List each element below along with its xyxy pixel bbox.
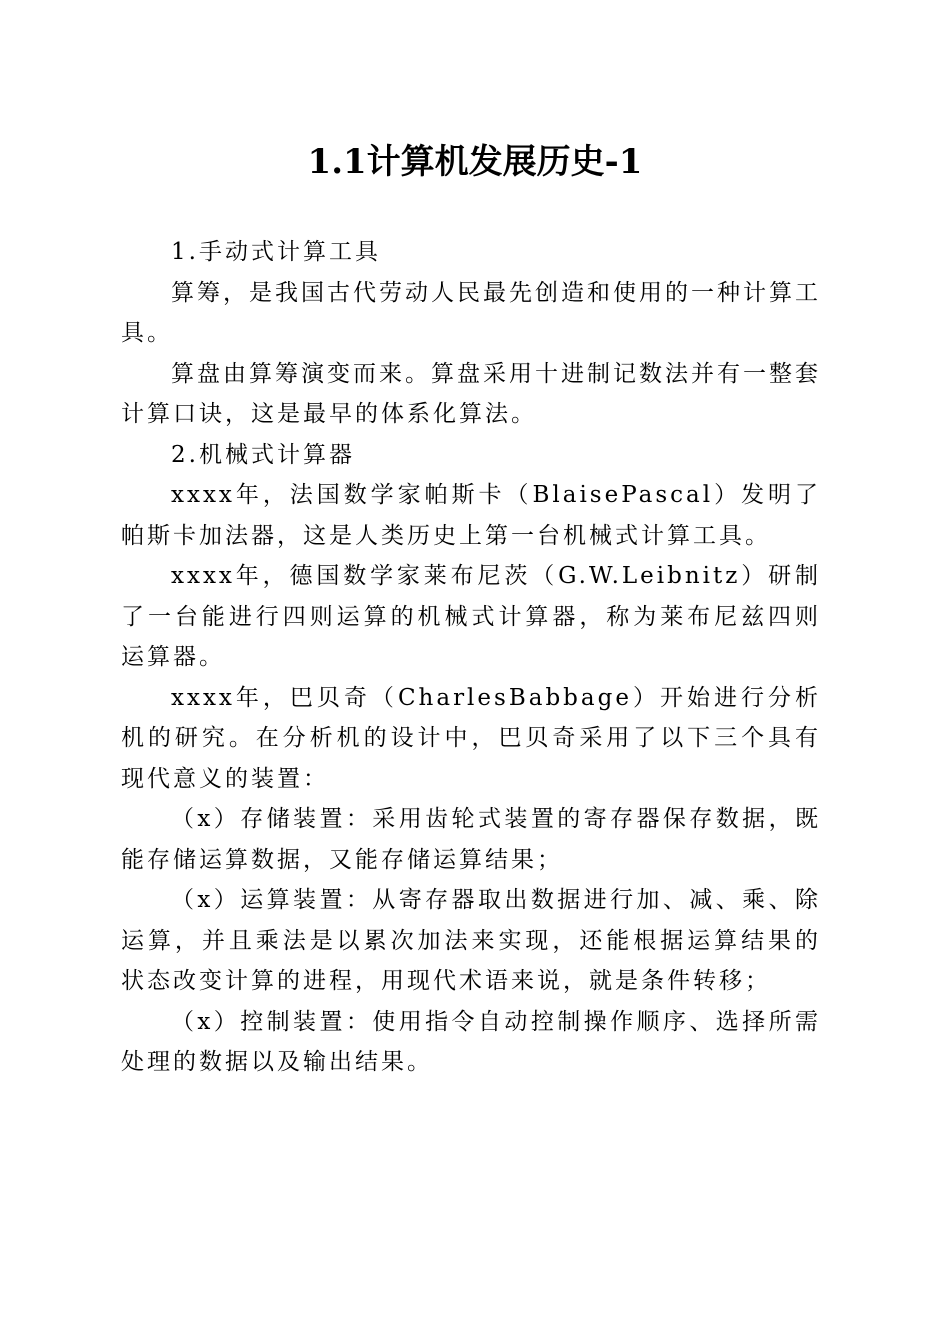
- section-heading-manual-tools: 1.手动式计算工具: [171, 239, 381, 265]
- paragraph-counting-rods: 算筹，是我国古代劳动人民最先创造和使用的一种计算工具。: [121, 279, 821, 346]
- section-heading-mechanical-calculators: 2.机械式计算器: [171, 441, 355, 468]
- document-body: [121, 232, 821, 1083]
- paragraph-pascal: xxxx年，法国数学家帕斯卡（BlaisePascal）发明了帕斯卡加法器，这是人类历史上第一台机械式计算工具。: [121, 482, 821, 549]
- paragraph-storage-unit: （x）存储装置：采用齿轮式装置的寄存器保存数据，既能存储运算数据，又能存储运算结果；: [121, 806, 821, 873]
- paragraph-arithmetic-unit: （x）运算装置：从寄存器取出数据进行加、减、乘、除运算，并且乘法是以累次加法来实现，还能根据运算结果的状态改变计算的进程，用现代术语来说，就是条件转移；: [121, 887, 821, 994]
- paragraph-leibniz: xxxx年，德国数学家莱布尼茨（G.W.Leibnitz）研制了一台能进行四则运算的机械式计算器，称为莱布尼兹四则运算器。: [121, 563, 821, 670]
- paragraph-abacus: 算盘由算筹演变而来。算盘采用十进制记数法并有一整套计算口诀，这是最早的体系化算法。: [121, 360, 821, 427]
- paragraph-babbage: xxxx年，巴贝奇（CharlesBabbage）开始进行分析机的研究。在分析机的设计中，巴贝奇采用了以下三个具有现代意义的装置：: [121, 684, 821, 792]
- page-title: 1.1计算机发展历史-1: [307, 142, 643, 182]
- paragraph-control-unit: （x）控制装置：使用指令自动控制操作顺序、选择所需处理的数据以及输出结果。: [121, 1008, 821, 1075]
